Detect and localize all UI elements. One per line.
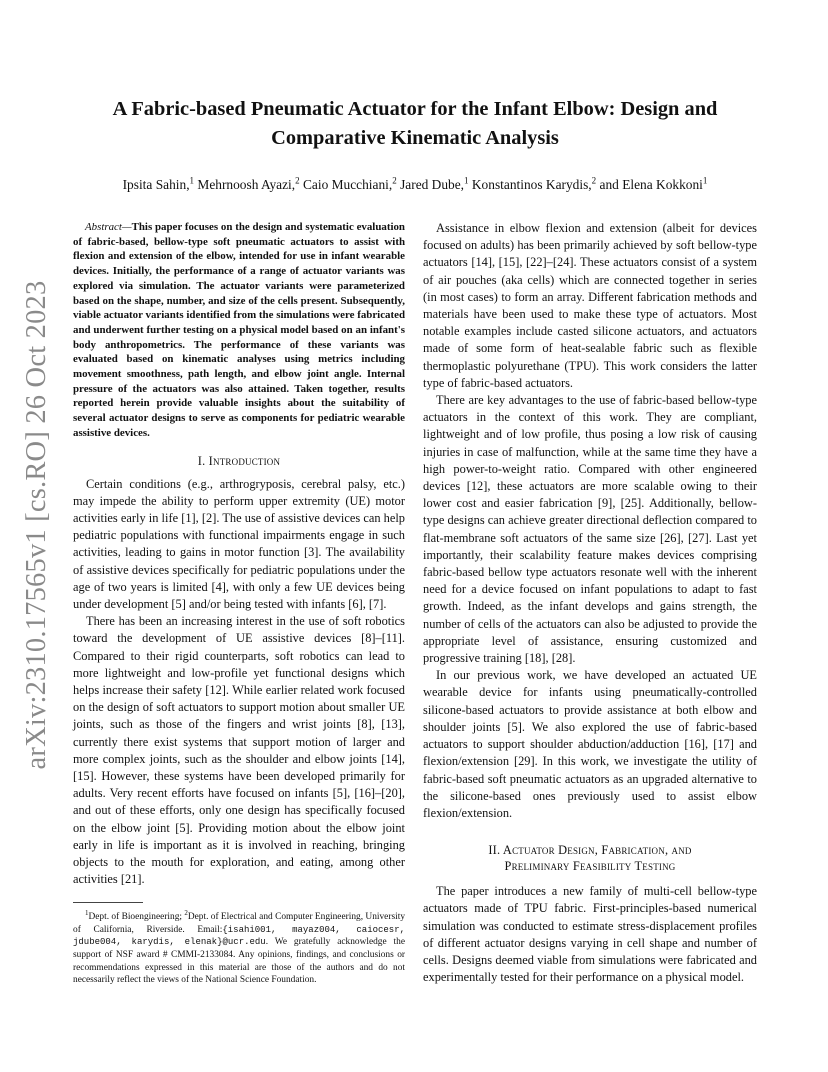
footnote: $^1$Dept. of Bioengineering; $^2$Dept. of Electrical and Computer Engineering, University of California, Riverside. Email:{isahi001, mayaz004, caiocesr, jdube004, karydis, elenak}@ucr.edu. We gratefully acknowledge the support of NSF award # CMMI-2133084. Any opinions, findings, and conclusions or recommendations expressed in this material are those of the authors and do not necessarily reflect the views of the National Science Foundation.	[73, 909, 406, 986]
abstract-text: This paper focuses on the design and systematic evaluation of fabric-based, bellow-type soft pneumatic actuators to assist with flexion and extension of the elbow, intended for use in infant wearable devices. Initially, the performance of a range of actuator variants was explored via simulation. The actuator variants were parameterized based on the shape, number, and size of the cells present. Subsequently, viable actuator variants identified from the simulations were fabricated and underwent further testing on a physical model based on an infant's body anthropometrics. The performance of these variants was evaluated based on kinematic analyses using metrics including movement smoothness, path length, and elbow joint angle. Internal pressure of the actuators was also attained. Taken together, results reported herein provide valuable insights about the suitability of several actuator designs to serve as components for pediatric wearable assistive devices.	[73, 221, 405, 439]
author-list	[70, 172, 760, 194]
author: Ipsita Sahin,$^1$	[122, 176, 195, 193]
section-heading-actuator-design: II. Actuator Design, Fabrication, and Preliminary Feasibility Testing	[488, 843, 692, 874]
paragraph: There has been an increasing interest in the use of soft robotics toward the development of UE assistive devices [8]–[11]. Compared to their rigid counterparts, soft robotics can lead to more lightweight and low-profile yet functional designs which helps increase their safety [12]. While earlier related work focused on the design of soft actuators to support motion about smaller UE joints, such as those of the fingers and wrist joints [8], [13], currently there exist systems that support motion of larger and more complex joints, such as the shoulder and elbow joints [14], [15]. However, these systems have been developed primarily for adults. Very recent efforts have focused on infants [5], [16]–[20], and out of these efforts, only one design has specifically focused on the elbow joint [5]. Providing motion about the elbow joint early in life is important as it is involved in reaching, bringing objects to the mouth for exploration, and eating, among other activities [21].	[73, 614, 405, 887]
arxiv-identifier-text: arXiv:2310.17565v1 [cs.RO] 26 Oct 2023	[21, 280, 52, 770]
author-emails: {isahi001, mayaz004, caiocesr, jdube004, karydis, elenak}@ucr.edu	[73, 924, 406, 948]
author: Jared Dube,$^1$	[400, 176, 469, 193]
paragraph: There are key advantages to the use of fabric-based bellow-type actuators in the context of this work. They are compliant, lightweight and of low profile, thus posing a low risk of causing injuries in case of malfunction, while at the same time they have a high power-to-weight ratio. Compared with other engineered devices [12], these actuators are more scalable owing to their lower cost and easier fabrication [9], [25]. Additionally, bellow-type designs can achieve greater directional deflection compared to flat-membrane soft actuators of the same size [26], [27]. Last yet importantly, their scalability feature makes devices comprising fabric-based bellow type actuators resonate well with the inherent need for a device focused on infant populations to adapt to fast growth. Indeed, as the infant develops and gains strength, the number of cells of the actuators can also be adjusted to provide the appropriate level of assistance, ensuring customized and progressive training [18], [28].	[423, 393, 757, 666]
abstract: Abstract—This paper focuses on the design and systematic evaluation of fabric-based, bellow-type soft pneumatic actuators to assist with flexion and extension of the elbow, intended for use in infant wearable devices. Initially, the performance of a range of actuator variants was explored via simulation. The actuator variants were parameterized based on the shape, number, and size of the cells present. Subsequently, viable actuator variants identified from the simulations were fabricated and underwent further testing on a physical model based on an infant's body anthropometrics. The performance of these variants was evaluated based on kinematic analyses using metrics including movement smoothness, path length, and elbow joint angle. Internal pressure of the actuators was also attained. Taken together, results reported herein provide valuable insights about the suitability of several actuator designs to serve as components for pediatric wearable assistive devices.	[73, 221, 405, 439]
author: Konstantinos Karydis,$^2$	[471, 176, 597, 193]
left-column	[73, 220, 405, 888]
paper-title	[70, 95, 760, 153]
abstract-label: Abstract	[85, 221, 122, 233]
title-line-1: A Fabric-based Pneumatic Actuator for the Infant Elbow: Design and	[112, 98, 718, 120]
footnote-rule	[73, 902, 143, 903]
paragraph: In our previous work, we have developed an actuated UE wearable device for infants using pneumatically-controlled silicone-based actuators to provide assistance at both elbow and shoulder joints [5]. We also explored the use of fabric-based actuators to support shoulder abduction/adduction [16], [17] and flexion/extension [29]. In this work, we investigate the utility of fabric-based soft pneumatic actuators as an upgraded alternative to the silicone-based ones previously used to assist elbow flexion/extension.	[423, 668, 757, 820]
section-heading-introduction: I. Introduction	[197, 453, 281, 468]
footnote-block	[73, 907, 405, 987]
author: and Elena Kokkoni$^1$	[599, 176, 708, 193]
author: Mehrnoosh Ayazi,$^2$	[197, 176, 300, 193]
paragraph: Certain conditions (e.g., arthrogryposis, cerebral palsy, etc.) may impede the ability to perform upper extremity (UE) motor activities early in life [1], [2]. The use of assistive devices can help pediatric populations with functional impairments engage in such activities, leading to gains in motor function [3]. The availability of assistive devices specifically for pediatric populations under the age of two years is limited [4], with only a few UE devices being under development [5] and/or being tested with infants [6], [7].	[73, 476, 405, 611]
paragraph: The paper introduces a new family of multi-cell bellow-type actuators made of TPU fabric. First-principles-based numerical simulation was conducted to estimate stress-displacement profiles of different actuator designs varying in cell shape and number of cells. Designs deemed viable from simulations were fabricated and experimentally tested for their performance on a physical model.	[423, 884, 757, 985]
author: Caio Mucchiani,$^2$	[302, 176, 397, 193]
title-line-2: Comparative Kinematic Analysis	[271, 127, 559, 149]
right-column	[423, 220, 757, 986]
paragraph: Assistance in elbow flexion and extension (albeit for devices focused on adults) has been primarily achieved by soft bellow-type actuators [14], [15], [22]–[24]. These actuators consist of a system of air pouches (aka cells) which are connected together in series (in most cases) to form an array. Different fabrication methods and materials have been used to make these type of actuators. Most notable examples include casted silicone actuators, and actuators made of some form of heat-sealable fabric such as flexible thermoplastic polyurethane (TPU). This work considers the latter type of fabric-based actuators.	[423, 221, 757, 390]
arxiv-identifier	[14, 280, 60, 770]
